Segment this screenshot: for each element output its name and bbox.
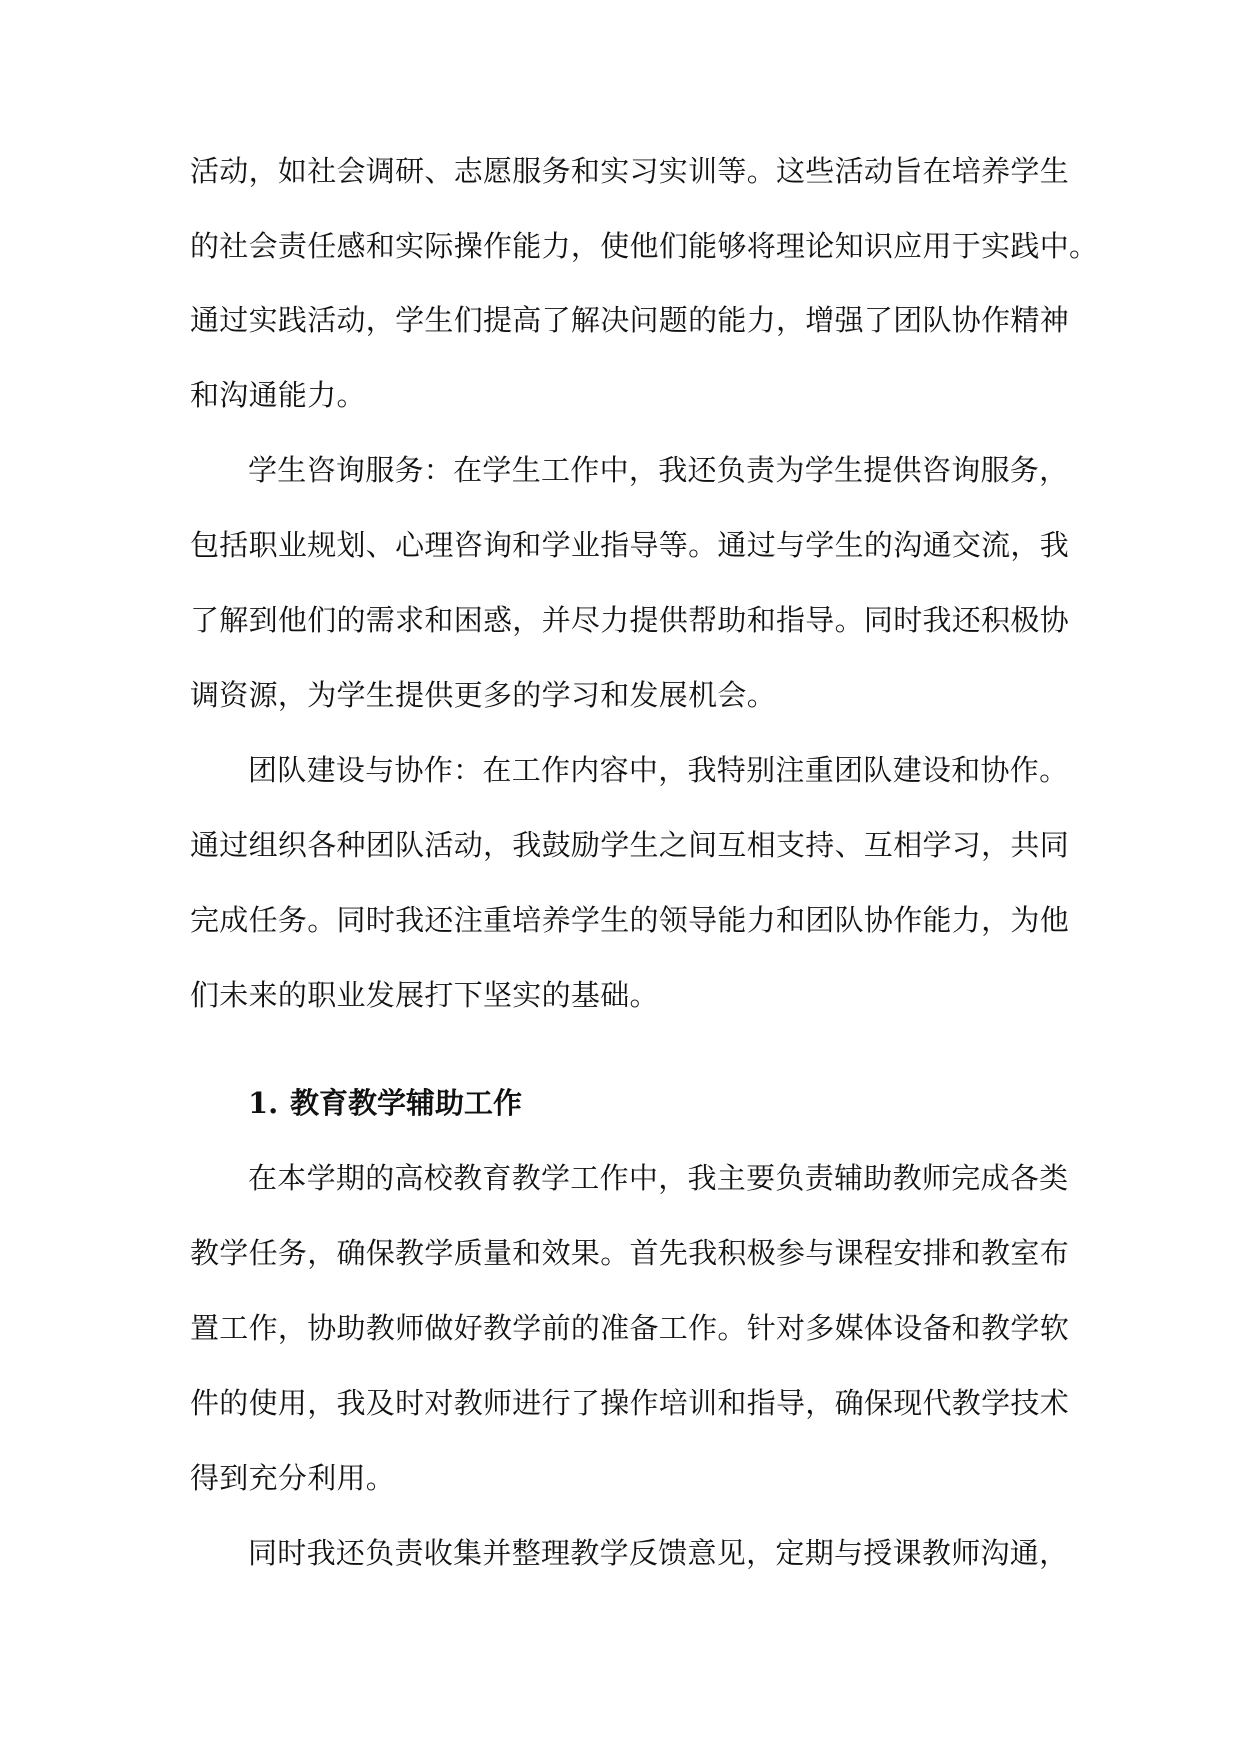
paragraph-2-line-1: 学生咨询服务：在学生工作中，我还负责为学生提供咨询服务， (248, 453, 1069, 487)
paragraph-3-line-1: 团队建设与协作：在工作内容中，我特别注重团队建设和协作。 (248, 753, 1069, 787)
paragraph-2-line-3: 了解到他们的需求和困惑，并尽力提供帮助和指导。同时我还积极协 (190, 603, 1070, 637)
paragraph-3-line-2: 通过组织各种团队活动，我鼓励学生之间互相支持、互相学习，共同 (190, 828, 1070, 862)
paragraph-4-line-1: 在本学期的高校教育教学工作中，我主要负责辅助教师完成各类 (248, 1161, 1069, 1195)
paragraph-3-line-4: 们未来的职业发展打下坚实的基础。 (190, 978, 659, 1012)
paragraph-3-line-3: 完成任务。同时我还注重培养学生的领导能力和团队协作能力，为他 (190, 903, 1070, 937)
paragraph-5-line-1: 同时我还负责收集并整理教学反馈意见，定期与授课教师沟通， (248, 1536, 1069, 1570)
section-heading-title: 教育教学辅助工作 (290, 1086, 523, 1120)
paragraph-4-line-2: 教学任务，确保教学质量和效果。首先我积极参与课程安排和教室布 (190, 1236, 1070, 1270)
paragraph-1-line-3: 通过实践活动，学生们提高了解决问题的能力，增强了团队协作精神 (190, 303, 1070, 337)
paragraph-1-line-4: 和沟通能力。 (190, 378, 366, 412)
section-heading-number: 1. (248, 1086, 279, 1120)
paragraph-2-line-2: 包括职业规划、心理咨询和学业指导等。通过与学生的沟通交流，我 (190, 528, 1070, 562)
paragraph-2-line-4: 调资源，为学生提供更多的学习和发展机会。 (190, 678, 777, 712)
paragraph-4-line-5: 得到充分利用。 (190, 1461, 396, 1495)
paragraph-4-line-3: 置工作，协助教师做好教学前的准备工作。针对多媒体设备和教学软 (190, 1311, 1070, 1345)
section-heading (248, 1083, 522, 1123)
paragraph-1-line-1: 活动，如社会调研、志愿服务和实习实训等。这些活动旨在培养学生 (190, 154, 1070, 188)
paragraph-4-line-4: 件的使用，我及时对教师进行了操作培训和指导，确保现代教学技术 (190, 1386, 1070, 1420)
paragraph-1-line-2: 的社会责任感和实际操作能力，使他们能够将理论知识应用于实践中。 (190, 229, 1099, 263)
